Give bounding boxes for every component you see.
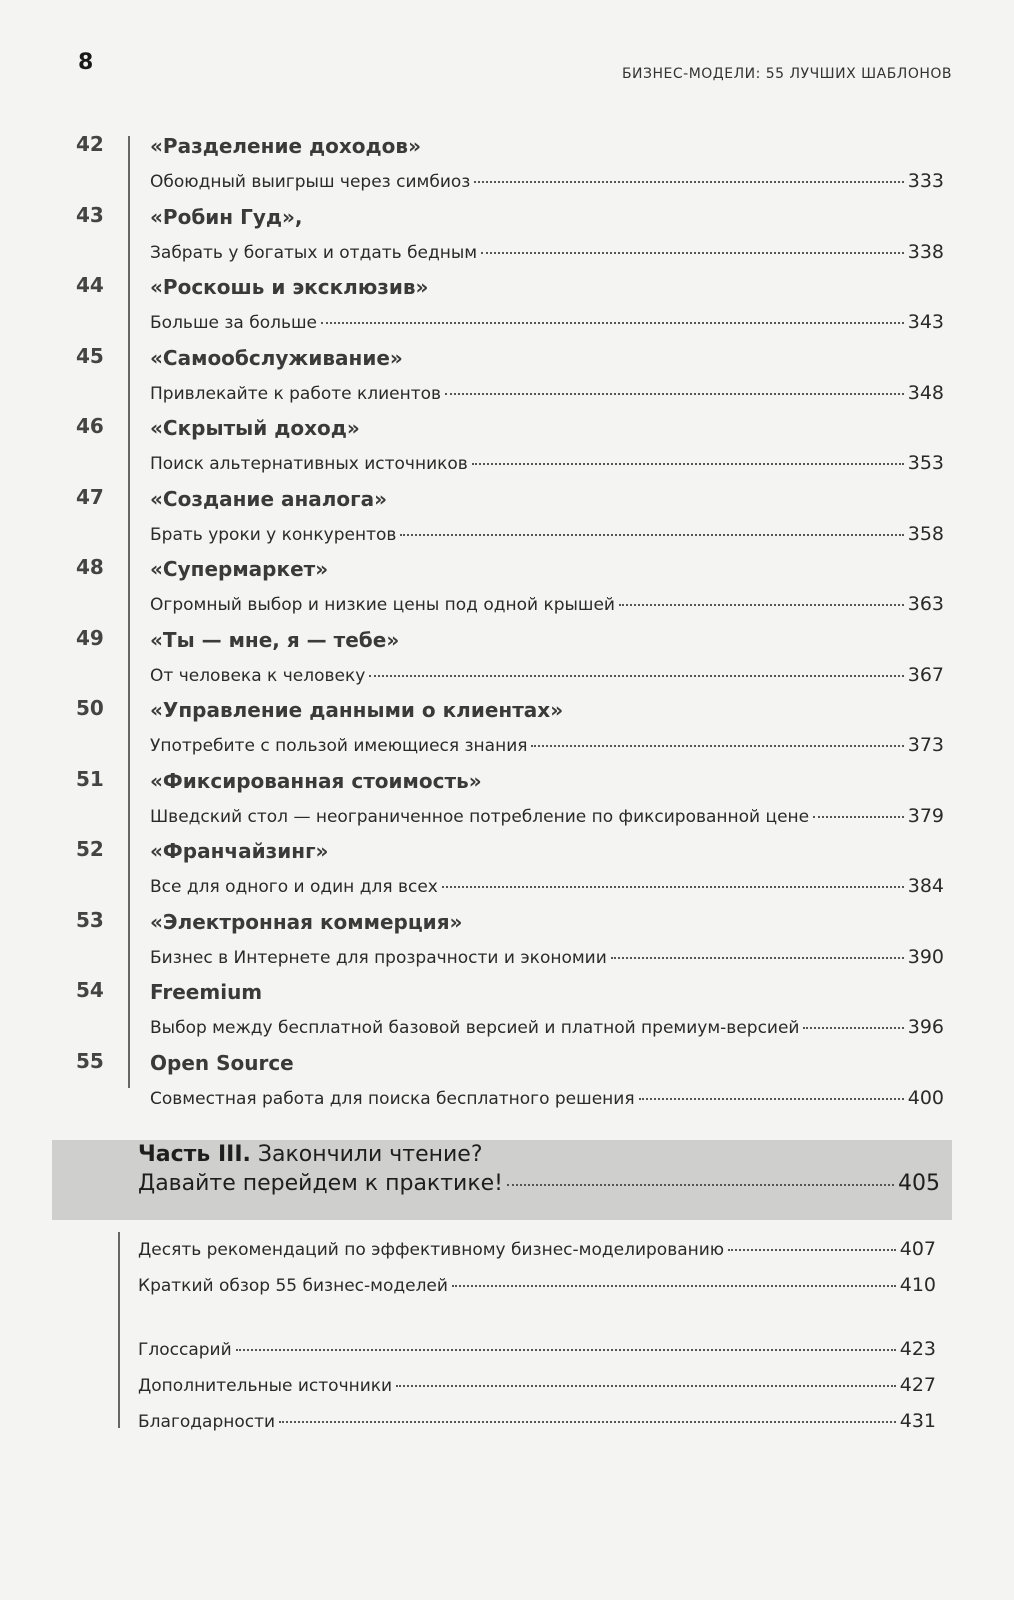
entry-title: Open Source — [150, 1050, 294, 1075]
dot-leader — [619, 604, 904, 606]
toc-entry-44[interactable] — [0, 269, 1014, 340]
item-page: 427 — [899, 1374, 936, 1396]
entry-subtitle-row — [150, 946, 944, 968]
entry-subtitle-row — [150, 734, 944, 756]
page-number: 8 — [78, 50, 94, 75]
toc-entry-48[interactable] — [0, 551, 1014, 622]
dot-leader — [236, 1349, 896, 1351]
entry-title: «Самообслуживание» — [150, 345, 403, 370]
dot-leader — [279, 1421, 896, 1423]
dot-leader — [507, 1184, 894, 1186]
toc-entry-46[interactable] — [0, 410, 1014, 481]
back-matter-glossary[interactable] — [138, 1338, 936, 1374]
entry-number: 43 — [76, 202, 104, 227]
toc-entry-49[interactable] — [0, 622, 1014, 693]
part-item-overview[interactable] — [138, 1274, 936, 1310]
dot-leader — [472, 463, 904, 465]
entry-subtitle: Обоюдный выигрыш через симбиоз — [150, 172, 471, 192]
entry-number: 50 — [76, 696, 104, 720]
entry-page: 367 — [907, 663, 944, 686]
item-page: 410 — [899, 1274, 936, 1296]
entry-number: 46 — [76, 414, 104, 438]
entry-number: 44 — [76, 273, 104, 297]
entry-number: 47 — [76, 484, 104, 509]
entry-title: «Разделение доходов» — [150, 134, 421, 158]
entry-page: 373 — [907, 734, 944, 756]
entry-subtitle-row — [150, 170, 944, 192]
dot-leader — [813, 816, 904, 818]
toc-entry-51[interactable] — [0, 763, 1014, 834]
toc-entry-50[interactable] — [0, 692, 1014, 763]
toc-list — [0, 128, 1014, 1115]
entry-subtitle-row — [150, 452, 944, 474]
entry-page: 348 — [907, 381, 944, 404]
entry-number: 51 — [76, 766, 104, 791]
entry-title: «Супермаркет» — [150, 557, 329, 581]
back-matter-divider-line — [118, 1232, 120, 1428]
dot-leader — [442, 886, 904, 888]
part-page: 405 — [898, 1171, 940, 1196]
toc-entry-47[interactable] — [0, 481, 1014, 552]
dot-leader — [452, 1285, 896, 1287]
entry-page: 338 — [907, 240, 944, 263]
dot-leader — [474, 181, 903, 183]
entry-title: «Франчайзинг» — [150, 839, 329, 863]
part-heading[interactable] — [138, 1142, 940, 1196]
entry-subtitle-row — [150, 805, 944, 827]
dot-leader — [321, 322, 904, 324]
entry-subtitle: Поиск альтернативных источников — [150, 454, 468, 474]
entry-page: 343 — [907, 311, 944, 333]
entry-number: 53 — [76, 907, 104, 932]
entry-subtitle-row — [150, 593, 944, 615]
part-label: Часть III. — [138, 1142, 251, 1167]
entry-subtitle: Выбор между бесплатной базовой версией и платной премиум-версией — [150, 1018, 800, 1038]
entry-number: 55 — [76, 1048, 104, 1073]
entry-subtitle-row — [150, 241, 944, 263]
entry-title: «Робин Гуд», — [150, 204, 303, 229]
dot-leader — [611, 957, 904, 959]
toc-entry-43[interactable] — [0, 199, 1014, 270]
entry-page: 353 — [907, 452, 944, 474]
entry-subtitle: Употребите с пользой имеющиеся знания — [150, 736, 528, 756]
entry-subtitle: Больше за больше — [150, 313, 318, 333]
entry-number: 48 — [76, 555, 104, 579]
item-page: 423 — [899, 1338, 936, 1360]
entry-title: «Электронная коммерция» — [150, 909, 463, 934]
entry-subtitle: От человека к человеку — [150, 665, 366, 686]
item-text: Десять рекомендаций по эффективному бизнес-моделированию — [138, 1240, 725, 1260]
toc-entry-53[interactable] — [0, 904, 1014, 975]
entry-page: 363 — [907, 593, 944, 615]
entry-subtitle: Совместная работа для поиска бесплатного решения — [150, 1088, 635, 1109]
entry-title: «Фиксированная стоимость» — [150, 768, 482, 793]
part-heading-line2 — [138, 1171, 940, 1196]
toc-entry-45[interactable] — [0, 340, 1014, 411]
item-text: Благодарности — [138, 1412, 276, 1432]
entry-page: 333 — [907, 170, 944, 192]
dot-leader — [369, 675, 903, 677]
dot-leader — [396, 1385, 896, 1387]
back-matter-sources[interactable] — [138, 1374, 936, 1410]
dot-leader — [531, 745, 903, 747]
item-text: Глоссарий — [138, 1340, 232, 1360]
dot-leader — [728, 1249, 896, 1251]
item-text: Краткий обзор 55 бизнес-моделей — [138, 1276, 448, 1296]
part-title-line2: Давайте перейдем к практике! — [138, 1171, 503, 1196]
entry-subtitle-row — [150, 523, 944, 545]
toc-entry-42[interactable] — [0, 128, 1014, 199]
entry-page: 384 — [907, 875, 944, 897]
entry-page: 390 — [907, 945, 944, 968]
entry-title: «Создание аналога» — [150, 486, 388, 511]
entry-title: Freemium — [150, 980, 263, 1004]
item-page: 407 — [899, 1238, 936, 1260]
back-matter-list — [138, 1238, 936, 1446]
entry-page: 358 — [907, 522, 944, 545]
running-head: БИЗНЕС-МОДЕЛИ: 55 ЛУЧШИХ ШАБЛОНОВ — [621, 66, 952, 82]
entry-subtitle-row — [150, 311, 944, 333]
entry-number: 42 — [76, 132, 104, 156]
dot-leader — [481, 252, 904, 254]
entry-subtitle: Шведский стол — неограниченное потребление по фиксированной цене — [150, 806, 810, 827]
part-title-line1: Закончили чтение? — [257, 1142, 483, 1167]
entry-subtitle: Все для одного и один для всех — [150, 877, 438, 897]
toc-entry-52[interactable] — [0, 833, 1014, 904]
toc-entry-55[interactable] — [0, 1045, 1014, 1116]
entry-title: «Скрытый доход» — [150, 416, 360, 440]
entry-subtitle-row — [150, 382, 944, 404]
entry-title: «Ты — мне, я — тебе» — [150, 627, 400, 652]
entry-subtitle: Привлекайте к работе клиентов — [150, 383, 442, 404]
entry-page: 396 — [907, 1016, 944, 1038]
entry-subtitle-row — [150, 664, 944, 686]
entry-number: 49 — [76, 625, 104, 650]
part-item-recommendations[interactable] — [138, 1238, 936, 1274]
dot-leader — [639, 1098, 904, 1100]
back-matter-acknowledgements[interactable] — [138, 1410, 936, 1446]
dot-leader — [803, 1027, 903, 1029]
item-text: Дополнительные источники — [138, 1376, 393, 1396]
entry-page: 379 — [907, 804, 944, 827]
entry-subtitle: Огромный выбор и низкие цены под одной крышей — [150, 595, 615, 615]
entry-title: «Управление данными о клиентах» — [150, 698, 564, 722]
item-page: 431 — [899, 1410, 936, 1432]
entry-subtitle: Брать уроки у конкурентов — [150, 524, 397, 545]
entry-subtitle: Бизнес в Интернете для прозрачности и экономии — [150, 947, 607, 968]
dot-leader — [445, 393, 904, 395]
entry-subtitle: Забрать у богатых и отдать бедным — [150, 242, 478, 263]
entry-number: 54 — [76, 978, 104, 1002]
dot-leader — [400, 534, 903, 536]
entry-subtitle-row — [150, 1016, 944, 1038]
spacer — [138, 1310, 936, 1338]
part-heading-line1 — [138, 1142, 940, 1167]
entry-subtitle-row — [150, 875, 944, 897]
entry-number: 45 — [76, 343, 104, 368]
toc-entry-54[interactable] — [0, 974, 1014, 1045]
entry-number: 52 — [76, 837, 104, 861]
entry-title: «Роскошь и эксклюзив» — [150, 275, 429, 299]
entry-page: 400 — [907, 1086, 944, 1109]
entry-subtitle-row — [150, 1087, 944, 1109]
